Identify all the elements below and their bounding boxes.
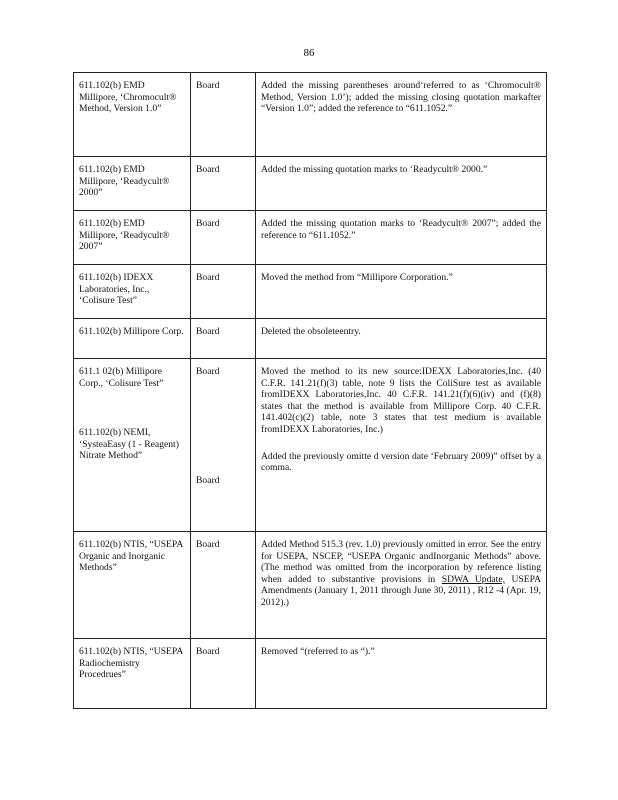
section-cell: 611.102(b) EMD Millipore, ‘Chromocult® Method, Version 1.0” <box>74 73 191 157</box>
source-text-nemi: Board <box>196 474 220 486</box>
action-cell: Added the missing quotation marks to ‘Readycult® 2000.” <box>256 157 547 211</box>
section-cell: 611.102(b) Millipore Corp. <box>74 319 191 359</box>
action-text: Moved the method to its new source:IDEXX Laboratories,Inc. (40 C.F.R. 141.21(f)(3) table, note 9 lists the ColiSure test as available fromIDEXX Laboratories,Inc. 40 C.F.R. 141.21(f)(6)(iv) and (f)(8) states that the method is available from Millipore Corp. 40 C.F.R. 141.402(c)(2) table, note 3 states that test medium is available fromIDEXX Laboratories, Inc.) <box>261 366 541 435</box>
source-cell: Board <box>191 211 256 265</box>
table-row <box>74 157 547 211</box>
section-text-nemi: 611.102(b) NEMI, ‘SysteaEasy (1 - Reagent) Nitrate Method” <box>79 427 179 462</box>
page-number: 86 <box>303 47 315 59</box>
action-text-tail: USEPA Amendments (January 1, 2011 through June 30, 2011) , R12 -4 (Apr. 19, 2012).) <box>261 573 541 608</box>
section-cell: 611.102(b) EMD Millipore, ‘Readycult® 2007” <box>74 211 191 265</box>
action-cell: Moved the method from “Millipore Corporation.” <box>256 265 547 319</box>
source-cell <box>191 359 256 532</box>
action-cell <box>256 532 547 639</box>
section-cell <box>74 359 191 532</box>
action-cell: Removed “(referred to as “).” <box>256 639 547 709</box>
table-row <box>74 73 547 157</box>
section-cell: 611.102(b) IDEXX Laboratories, Inc., ‘Colisure Test” <box>74 265 191 319</box>
source-text: Board <box>196 366 220 377</box>
action-cell <box>256 359 547 532</box>
table-row <box>74 319 547 359</box>
section-cell: 611.102(b) EMD Millipore, ‘Readycult® 2000” <box>74 157 191 211</box>
section-text: 611.1 02(b) Millipore Corp., ‘Colisure Test” <box>79 366 164 389</box>
source-cell: Board <box>191 532 256 639</box>
source-cell: Board <box>191 265 256 319</box>
source-cell: Board <box>191 73 256 157</box>
action-cell: Deleted the obsoleteentry. <box>256 319 547 359</box>
table-row <box>74 211 547 265</box>
table-row <box>74 265 547 319</box>
table-row <box>74 639 547 709</box>
table-row <box>74 359 547 532</box>
source-cell: Board <box>191 157 256 211</box>
section-cell: 611.102(b) NTIS, “USEPA Radiochemistry Procedrues” <box>74 639 191 709</box>
source-cell: Board <box>191 639 256 709</box>
source-cell: Board <box>191 319 256 359</box>
action-text: Added Method 515.3 (rev. 1.0) previously omitted in error. See the entry for USEPA, NSCEP, “USEPA Organic andInorganic Methods” above.(The method was omitted from the incorporation by reference listing when added to substantive provisions in <box>261 539 541 585</box>
changes-table <box>73 72 547 709</box>
section-cell: 611.102(b) NTIS, “USEPA Organic and Inorganic Methods” <box>74 532 191 639</box>
action-cell: Added the missing parentheses around‘referred to as ‘Chromocult® Method, Version 1.0’); added the missing closing quotation markafter “Version 1.0”; added the reference to “611.1052.” <box>256 73 547 157</box>
action-cell: Added the missing quotation marks to ‘Readycult® 2007”; added the reference to “611.1052.” <box>256 211 547 265</box>
table-row <box>74 532 547 639</box>
sdwa-update-ref: SDWA Update, <box>441 573 505 585</box>
action-text-nemi: Added the previously omitte d version date ‘February 2009)” offset by a comma. <box>261 450 541 474</box>
